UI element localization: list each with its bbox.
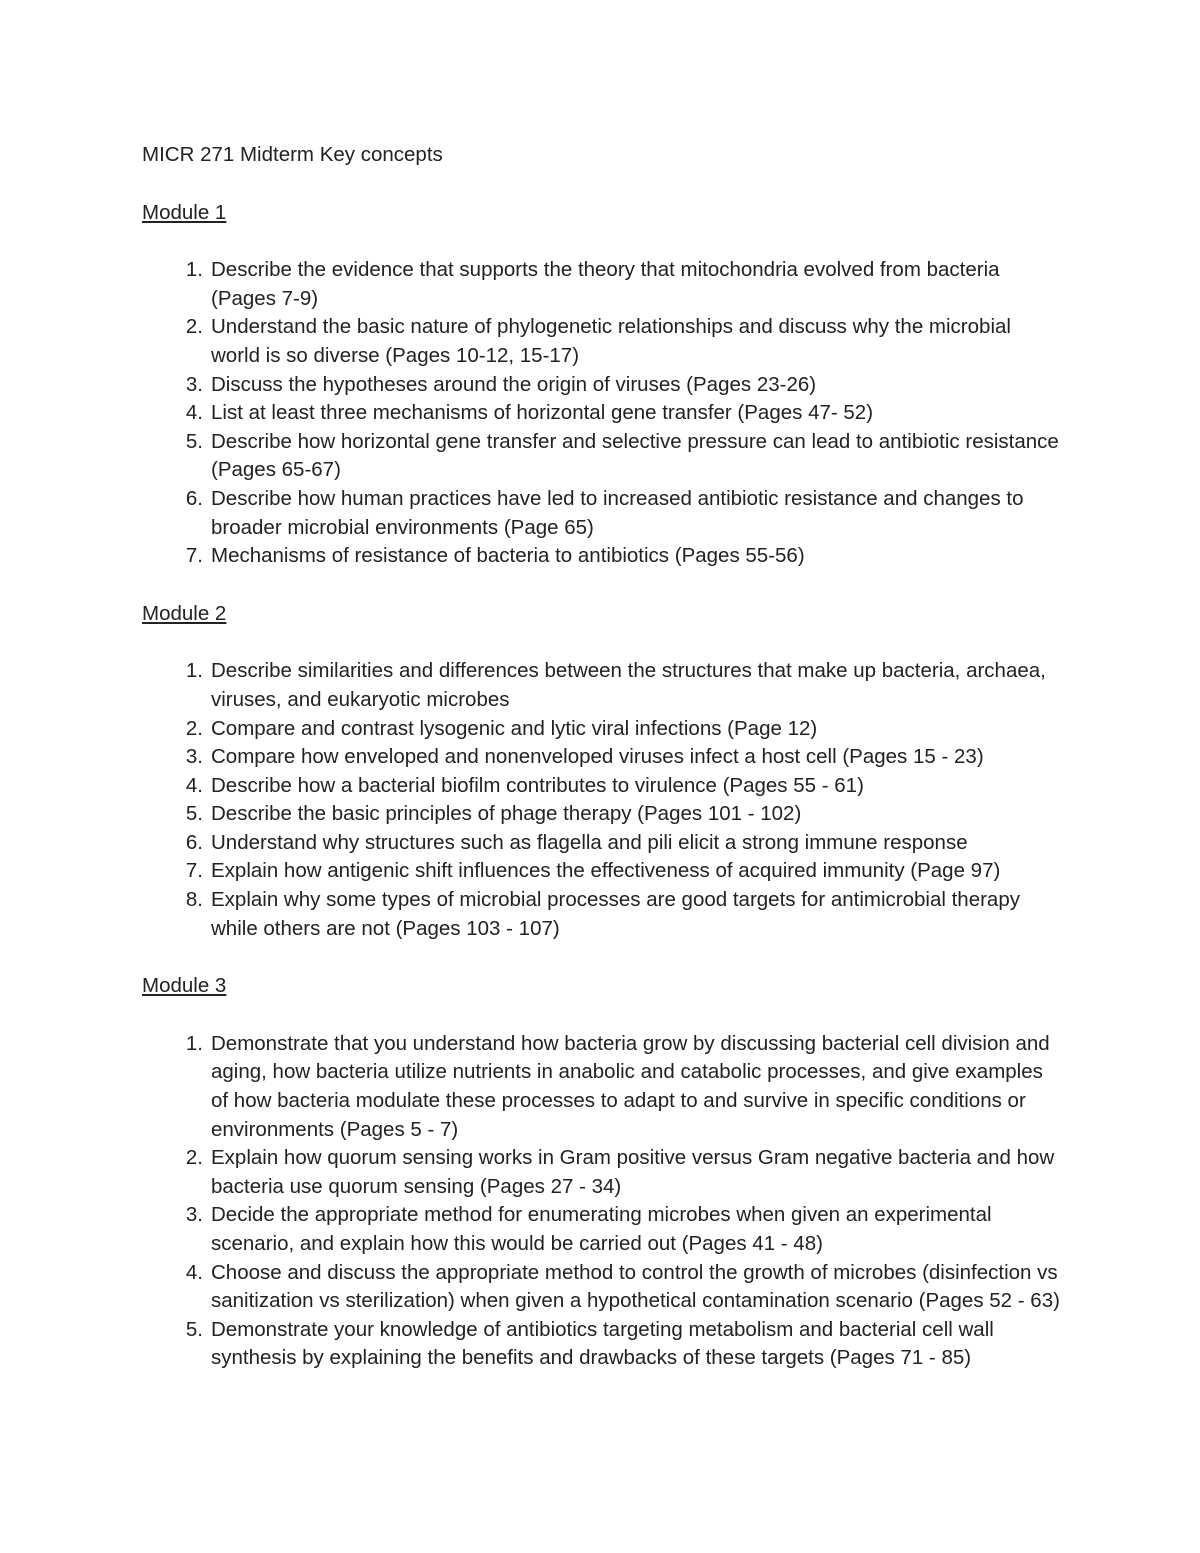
item-text: Describe how human practices have led to increased antibiotic resistance and changes to broader microbial environments (Page 65) — [211, 486, 1024, 539]
list-item — [142, 743, 1062, 772]
item-number: 7. — [185, 859, 203, 883]
item-number: 1. — [185, 1031, 203, 1055]
module-1-section — [142, 199, 1062, 571]
item-text: Describe how a bacterial biofilm contributes to virulence (Pages 55 - 61) — [211, 773, 864, 797]
item-text: Describe similarities and differences between the structures that make up bacteria, archaea, viruses, and eukaryotic microbes — [211, 659, 1046, 711]
list-item — [142, 256, 1062, 313]
item-number: 6. — [185, 830, 203, 854]
list-item — [142, 1259, 1062, 1316]
key-concepts-list — [142, 1030, 1062, 1373]
list-item — [142, 886, 1062, 943]
module-heading: Module 3 — [142, 974, 227, 998]
key-concepts-list — [142, 256, 1062, 571]
item-text: Compare and contrast lysogenic and lytic viral infections (Page 12) — [211, 716, 818, 740]
item-number: 5. — [185, 802, 203, 826]
item-number: 2. — [185, 315, 203, 339]
list-item — [142, 857, 1062, 886]
item-text: Decide the appropriate method for enumerating microbes when given an experimental scenario, and explain how this would be carried out (Pages 41 - 48) — [211, 1203, 992, 1255]
module-heading: Module 1 — [142, 200, 227, 224]
list-item — [142, 428, 1062, 485]
module-heading: Module 2 — [142, 601, 227, 625]
list-item — [142, 1316, 1062, 1373]
item-text: Explain how antigenic shift influences the effectiveness of acquired immunity (Page 97) — [211, 859, 1001, 883]
item-text: Demonstrate your knowledge of antibiotics targeting metabolism and bacterial cell wall synthesis by explaining the benefits and drawbacks of these targets (Pages 71 - 85) — [211, 1317, 994, 1370]
list-item — [142, 800, 1062, 829]
item-text: List at least three mechanisms of horizontal gene transfer (Pages 47- 52) — [211, 401, 874, 425]
key-concepts-list — [142, 657, 1062, 943]
item-text: Describe the basic principles of phage therapy (Pages 101 - 102) — [211, 802, 802, 826]
item-number: 3. — [185, 745, 203, 769]
item-number: 3. — [185, 1203, 203, 1227]
list-item — [142, 1144, 1062, 1201]
item-number: 5. — [185, 1317, 203, 1341]
item-number: 1. — [185, 659, 203, 683]
item-text: Choose and discuss the appropriate method to control the growth of microbes (disinfection vs sanitization vs sterilization) when given a hypothetical contamination scenario (Pages 52 - 63) — [211, 1260, 1060, 1313]
item-number: 8. — [185, 888, 203, 912]
list-item — [142, 715, 1062, 744]
item-number: 3. — [185, 372, 203, 396]
item-number: 1. — [185, 258, 203, 282]
list-item — [142, 542, 1062, 571]
item-text: Explain how quorum sensing works in Gram positive versus Gram negative bacteria and how bacteria use quorum sensing (Pages 27 - 34) — [211, 1146, 1055, 1198]
list-item — [142, 772, 1062, 801]
item-text: Describe how horizontal gene transfer and selective pressure can lead to antibiotic resistance (Pages 65-67) — [211, 429, 1059, 482]
item-text: Understand why structures such as flagella and pili elicit a strong immune response — [211, 830, 968, 854]
item-number: 6. — [185, 486, 203, 510]
list-item — [142, 657, 1062, 714]
document-title: MICR 271 Midterm Key concepts — [142, 143, 443, 166]
item-text: Understand the basic nature of phylogenetic relationships and discuss why the microbial world is so diverse (Pages 10-12, 15-17) — [211, 315, 1011, 367]
item-number: 2. — [185, 1146, 203, 1170]
list-item — [142, 371, 1062, 400]
item-text: Compare how enveloped and nonenveloped viruses infect a host cell (Pages 15 - 23) — [211, 745, 984, 769]
item-text: Demonstrate that you understand how bacteria grow by discussing bacterial cell division and aging, how bacteria utilize nutrients in anabolic and catabolic processes, and give examples of how bacteria modulate these processes to adapt to and survive in specific conditions or environments (Pages 5 - 7) — [211, 1031, 1050, 1141]
list-item — [142, 829, 1062, 858]
module-3-section — [142, 972, 1062, 1373]
item-number: 4. — [185, 401, 203, 425]
item-number: 2. — [185, 716, 203, 740]
item-text: Describe the evidence that supports the theory that mitochondria evolved from bacteria (Pages 7-9) — [211, 258, 1000, 310]
list-item — [142, 399, 1062, 428]
item-number: 4. — [185, 773, 203, 797]
item-text: Explain why some types of microbial processes are good targets for antimicrobial therapy while others are not (Pages 103 - 107) — [211, 888, 1020, 940]
list-item — [142, 1201, 1062, 1258]
document-page — [142, 141, 1062, 1373]
item-number: 5. — [185, 429, 203, 453]
list-item — [142, 1030, 1062, 1144]
list-item — [142, 313, 1062, 370]
item-text: Mechanisms of resistance of bacteria to antibiotics (Pages 55-56) — [211, 544, 805, 568]
module-2-section — [142, 600, 1062, 944]
item-text: Discuss the hypotheses around the origin of viruses (Pages 23-26) — [211, 372, 817, 396]
list-item — [142, 485, 1062, 542]
item-number: 7. — [185, 544, 203, 568]
item-number: 4. — [185, 1260, 203, 1284]
